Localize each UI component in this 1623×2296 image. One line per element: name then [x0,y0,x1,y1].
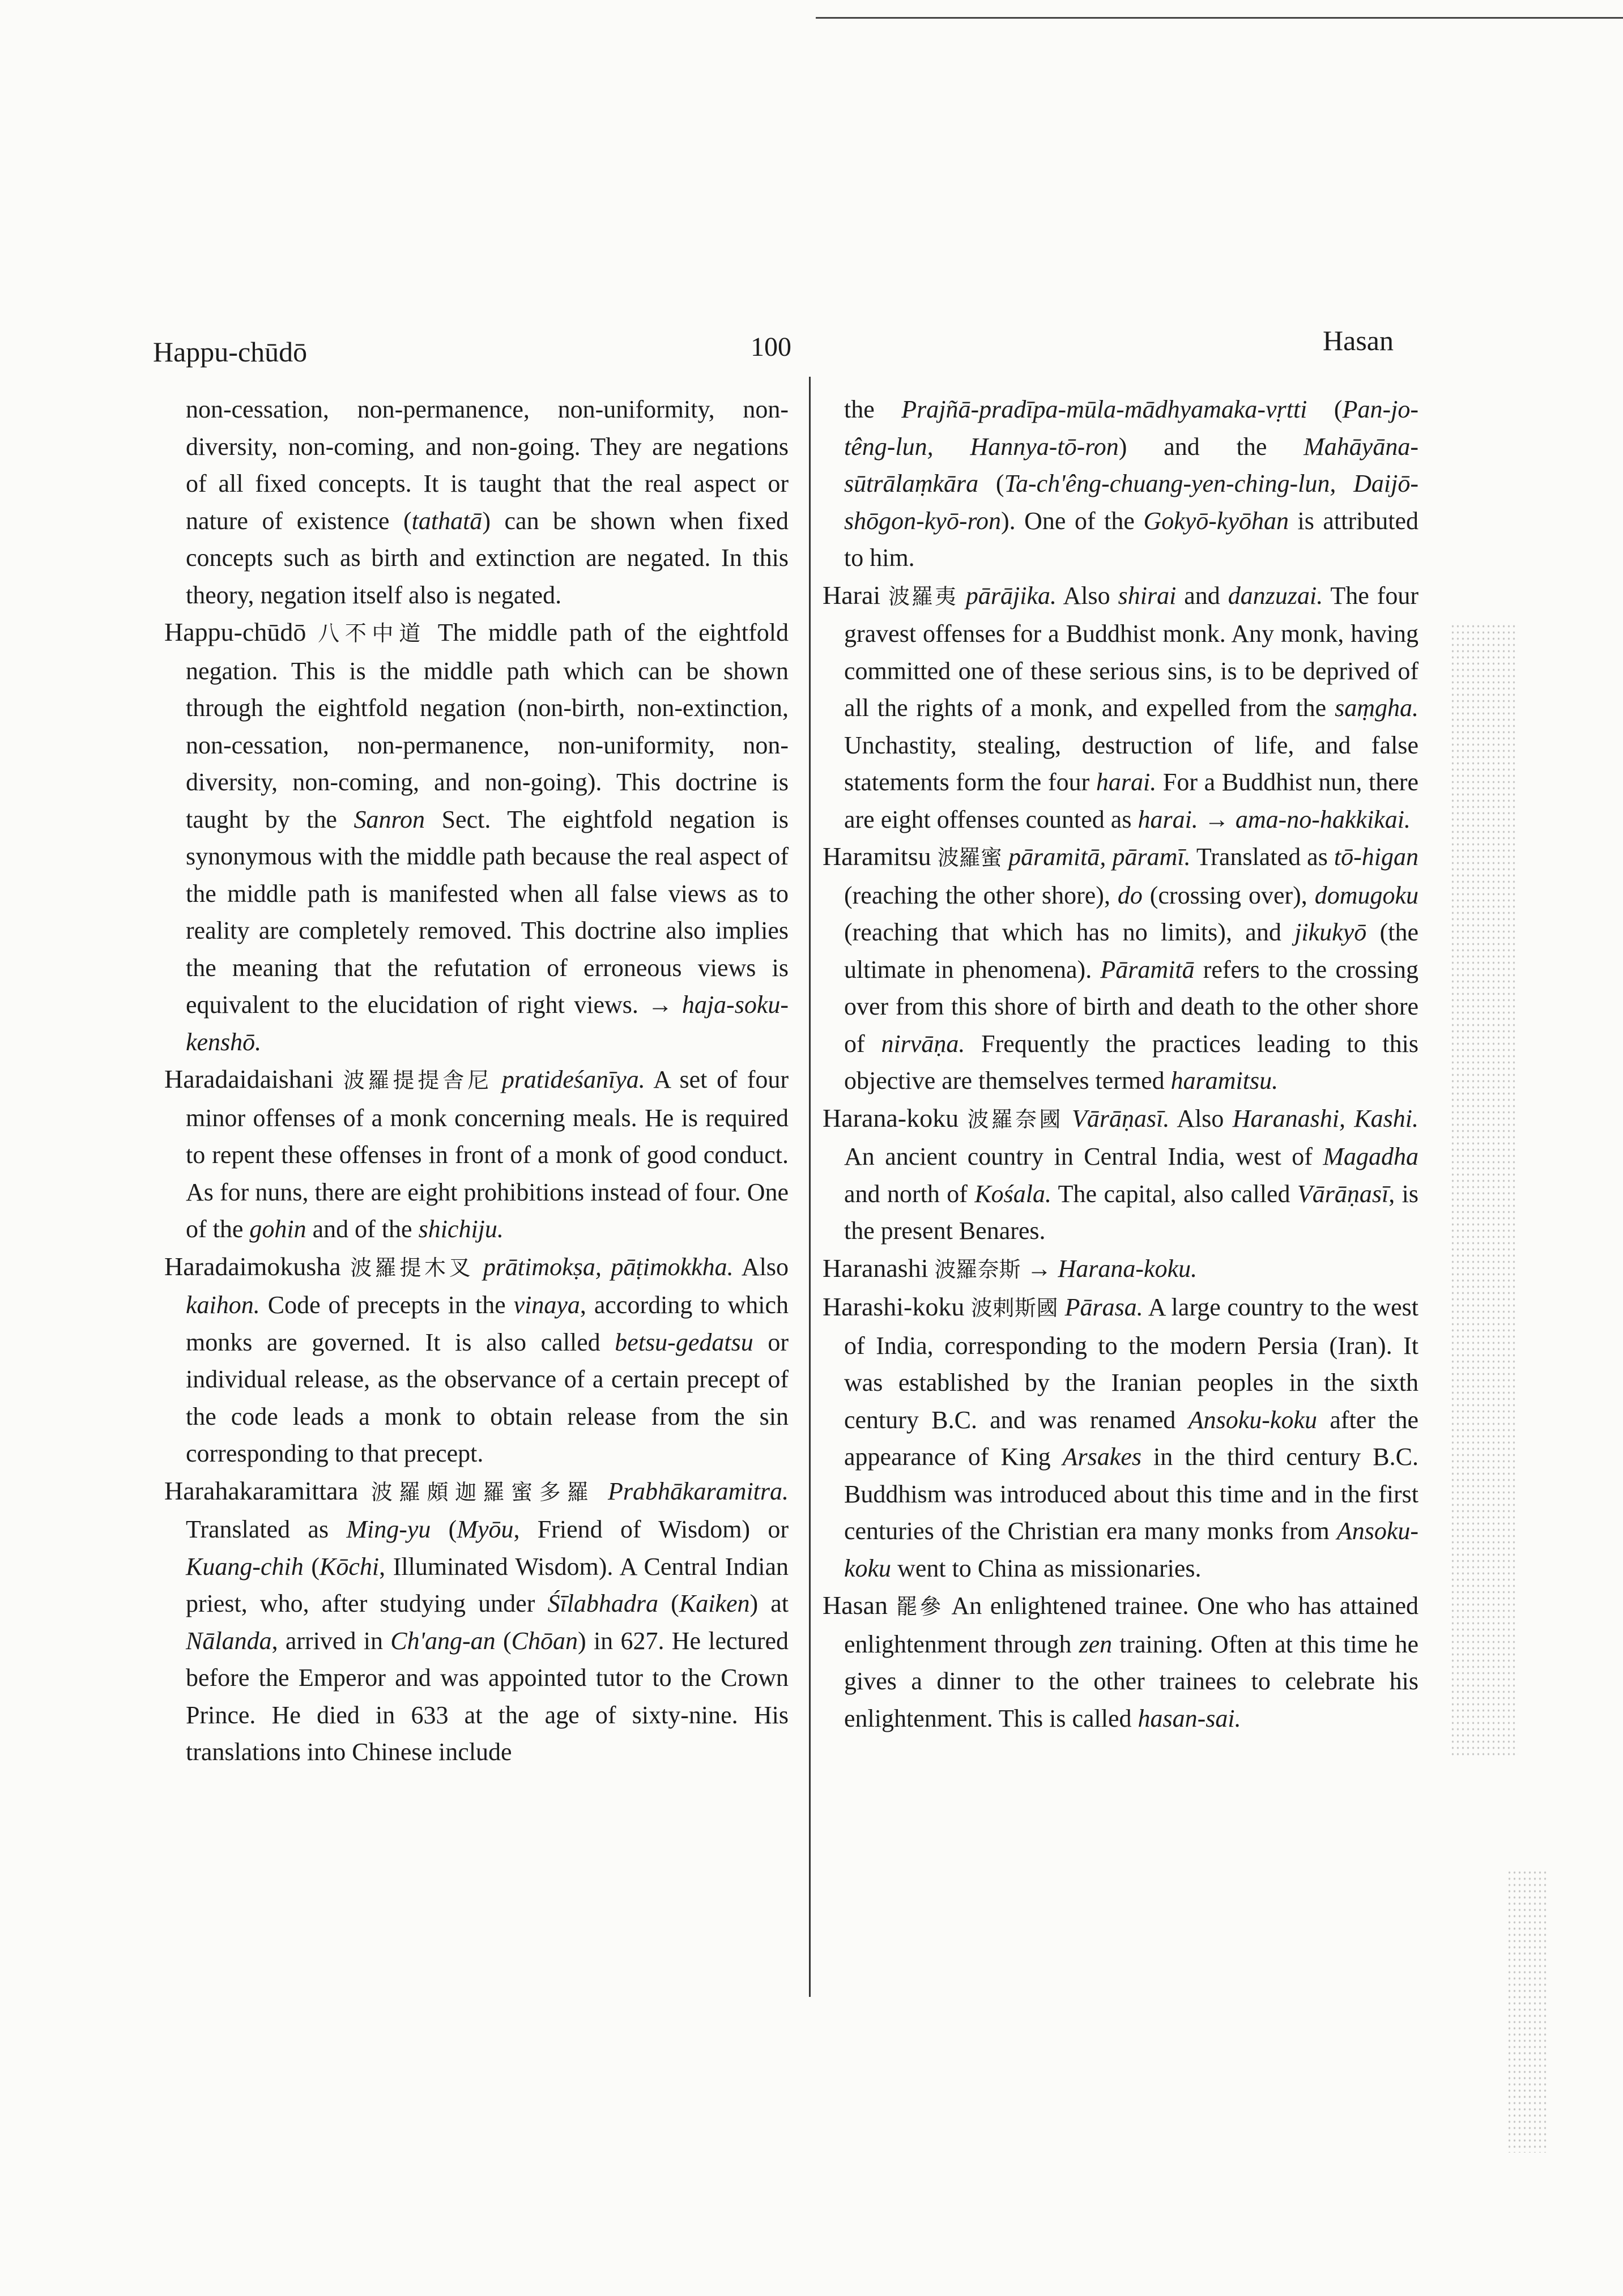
italic-term: pāramitā, pāramī. [1008,843,1191,871]
italic-term: betsu-gedatsu [615,1328,753,1356]
italic-term: Myōu [457,1515,514,1543]
italic-term: harai. [1138,805,1198,833]
italic-term: Nālanda [186,1626,272,1655]
italic-term: Kośala. [974,1179,1052,1208]
running-head-right: Hasan [1323,325,1394,356]
italic-term: Kaiken [679,1590,750,1617]
italic-term: Sanron [353,805,425,833]
italic-term: Ta-ch'êng-chuang-yen-ching-lun, Daijō-shōgon-kyō-ron [844,470,1419,535]
dictionary-entry: Happu-chūdō 八不中道 The middle path of the eightfold negation. This is the middle path which can be shown through the eightfold negation (non-birth, non-extinction, non-cessation, non-permanence, non-uniformity, non-diversity, non-coming, and non-going). This doctrine is taught by the Sanron Sect. The eightfold negation is synonymous with the middle path because the real aspect of the middle path is manifested when all false views as to reality are completely removed. This doctrine also implies the meaning that the refutation of erroneous views is equivalent to the elucidation of right views. → haja-soku-kenshō. [164,617,789,1056]
italic-term: haja-soku-kenshō. [186,991,789,1056]
italic-term: Ch'ang-an [390,1626,496,1655]
italic-term: domugoku [1314,881,1419,909]
italic-term: saṃgha. [1335,694,1418,722]
italic-term: tō-higan [1334,843,1419,871]
italic-term: ama-no-hakkikai. [1235,805,1411,833]
right-column [823,391,1418,1737]
entry-kanji: 波羅奈國 [967,1106,1063,1132]
italic-term: Haranashi, Kashi. [1232,1104,1419,1132]
entry-headword: Happu-chūdō [164,617,306,646]
italic-term: harai. [1096,768,1157,796]
entry-kanji: 波剌斯國 [970,1296,1059,1320]
dictionary-entry: Harahakaramittara 波羅頗迦羅蜜多羅 Prabhākaramitra. Translated as Ming-yu (Myōu, Friend of Wisdom) or Kuang-chih (Kōchi, Illuminated Wisdom). A Central Indian priest, who, after studying under Śīlabhadra (Kaiken) at Nālanda, arrived in Ch'ang-an (Chōan) in 627. He lectured before the Emperor and was appointed tutor to the Crown Prince. He died in 633 at the age of sixty-nine. His translations into Chinese include [164,1476,789,1766]
dictionary-entry: Harashi-koku 波剌斯國 Pārasa. A large country to the west of India, corresponding to the modern Persia (Iran). It was established by the Iranian peoples in the sixth century B.C. and was renamed Ansoku-koku after the appearance of King Arsakes in the third century B.C. Buddhism was introduced about this time and in the first centuries of the Christian era many monks from Ansoku-koku went to China as missionaries. [823,1292,1418,1582]
entry-headword: Haramitsu [823,842,931,871]
dictionary-entry: Haradaidaishani 波羅提提舎尼 pratideśanīya. A set of four minor offenses of a monk concerning meals. He is required to repent these offenses in front of a monk of good conduct. As for nuns, there are eight prohibitions instead of four. One of the gohin and of the shichiju. [164,1064,789,1243]
italic-term: Ansoku-koku [844,1517,1418,1582]
italic-term: Pan-jo-têng-lun, Hannya-tō-ron [844,395,1418,461]
entry-headword: Harana-koku [823,1103,959,1132]
italic-term: Arsakes [1062,1443,1141,1471]
entry-headword: Harai [823,580,881,610]
left-column [164,391,789,1771]
entry-headword: Hasan [823,1591,888,1620]
dictionary-entry: Haramitsu 波羅蜜 pāramitā, pāramī. Translated as tō-higan (reaching the other shore), do (crossing over), domugoku (reaching that which has no limits), and jikukyō (the ultimate in phenomena). Pāramitā refers to the crossing over from this shore of birth and death to the other shore of nirvāṇa. Frequently the practices leading to this objective are themselves termed haramitsu. [823,842,1419,1094]
italic-term: haramitsu. [1170,1067,1279,1094]
italic-term: zen [1079,1630,1113,1658]
dictionary-entry: Harana-koku 波羅奈國 Vārāṇasī. Also Haranashi, Kashi. An ancient country in Central India, west of Magadha and north of Kośala. The capital, also called Vārāṇasī, is the present Benares. [823,1103,1419,1245]
italic-term: Magadha [1323,1143,1418,1170]
italic-term: Kōchi [320,1552,380,1581]
italic-term: vinaya [513,1291,580,1319]
page-header [153,317,1394,368]
italic-term: Vārāṇasī. [1072,1104,1170,1132]
entry-headword: Harahakaramittara [164,1476,359,1505]
entry-kanji: 波羅提木叉 [350,1255,474,1280]
entry-kanji: 波羅提提舎尼 [343,1068,492,1093]
column-divider [809,377,811,1997]
italic-term: gohin [249,1215,306,1243]
page-number: 100 [751,332,791,362]
italic-term: Pāramitā [1100,955,1195,983]
italic-term: Harana-koku. [1058,1254,1198,1283]
italic-term: Mahāyāna-sūtrālaṃkāra [844,432,1418,497]
dictionary-entry: Haradaimokusha 波羅提木叉 prātimokṣa, pāṭimokkha. Also kaihon. Code of precepts in the vinaya, according to which monks are governed. It is also called betsu-gedatsu or individual release, as the observance of a certain precept of the code leads a monk to obtain release from the sin corresponding to that precept. [164,1251,789,1467]
italic-term: prātimokṣa, pāṭimokkha. [483,1253,734,1281]
italic-term: Śīlabhadra [547,1590,659,1617]
italic-term: Kuang-chih [186,1552,304,1581]
entry-kanji: 波羅蜜 [937,845,1002,870]
entry-headword: Harashi-koku [823,1292,965,1321]
italic-term: Chōan [511,1626,578,1655]
italic-term: Prabhākaramitra. [608,1477,789,1505]
italic-term: Vārāṇasī [1297,1179,1389,1208]
dictionary-entry: Hasan 罷參 An enlightened trainee. One who has attained enlightenment through zen training. Often at this time he gives a dinner to the other trainees to celebrate his enlightenment. This is called hasan-sai. [823,1591,1419,1732]
entry-kanji: 波羅夷 [888,583,958,609]
italic-term: pārājika. [965,581,1057,610]
entry-kanji: 罷參 [896,1594,943,1619]
italic-term: tathatā [411,506,483,535]
entry-kanji: 八不中道 [318,621,427,646]
italic-term: Ansoku-koku [1188,1405,1317,1434]
top-rule [816,17,1623,19]
entry-headword: Haradaidaishani [164,1064,334,1093]
continuation-text: non-cessation, non-permanence, non-uniformity, non-diversity, non-coming, and non-going. They are negations of all fixed concepts. It is taught that the real aspect or nature of existence (tathatā) can be shown when fixed concepts such as birth and extinction are negated. In this theory, negation itself also is negated. [186,395,789,609]
italic-term: Prajñā-pradīpa-mūla-mādhyamaka-vṛtti [901,395,1307,423]
italic-term: do [1117,881,1143,909]
entry-kanji: 波羅頗迦羅蜜多羅 [370,1479,595,1505]
running-head-left: Happu-chūdō [153,336,308,368]
italic-term: hasan-sai. [1138,1704,1241,1732]
italic-term: danzuzai. [1228,581,1323,610]
italic-term: kaihon. [186,1291,260,1319]
entry-headword: Haranashi [823,1253,928,1283]
italic-term: pratideśanīya. [501,1066,645,1093]
italic-term: shirai [1118,581,1177,610]
italic-term: Ming-yu [346,1515,431,1543]
scan-noise [1450,623,1518,1756]
entry-kanji: 波羅奈斯 [934,1256,1021,1282]
dictionary-entry: Haranashi 波羅奈斯 → Harana-koku. [823,1253,1198,1283]
italic-term: jikukyō [1294,918,1367,946]
italic-term: Gokyō-kyōhan [1143,506,1289,535]
italic-term: Pārasa. [1064,1293,1143,1321]
italic-term: nirvāṇa. [881,1029,965,1058]
entry-headword: Haradaimokusha [164,1251,341,1281]
continuation-text: the Prajñā-pradīpa-mūla-mādhyamaka-vṛtti (Pan-jo-têng-lun, Hannya-tō-ron) and the Mahāyāna-sūtrālaṃkāra (Ta-ch'êng-chuang-yen-ching-lun, Daijō-shōgon-kyō-ron). One of the Gokyō-kyōhan is attributed to him. [844,395,1419,572]
dictionary-entry: Harai 波羅夷 pārājika. Also shirai and danzuzai. The four gravest offenses for a Buddhist monk. Any monk, having committed one of these serious sins, is to be deprived of all the rights of a monk, and expelled from the saṃgha. Unchastity, stealing, destruction of life, and false statements form the four harai. For a Buddhist nun, there are eight offenses counted as harai. → ama-no-hakkikai. [823,580,1419,833]
scan-noise [1507,1869,1547,2153]
italic-term: shichiju. [418,1215,504,1243]
